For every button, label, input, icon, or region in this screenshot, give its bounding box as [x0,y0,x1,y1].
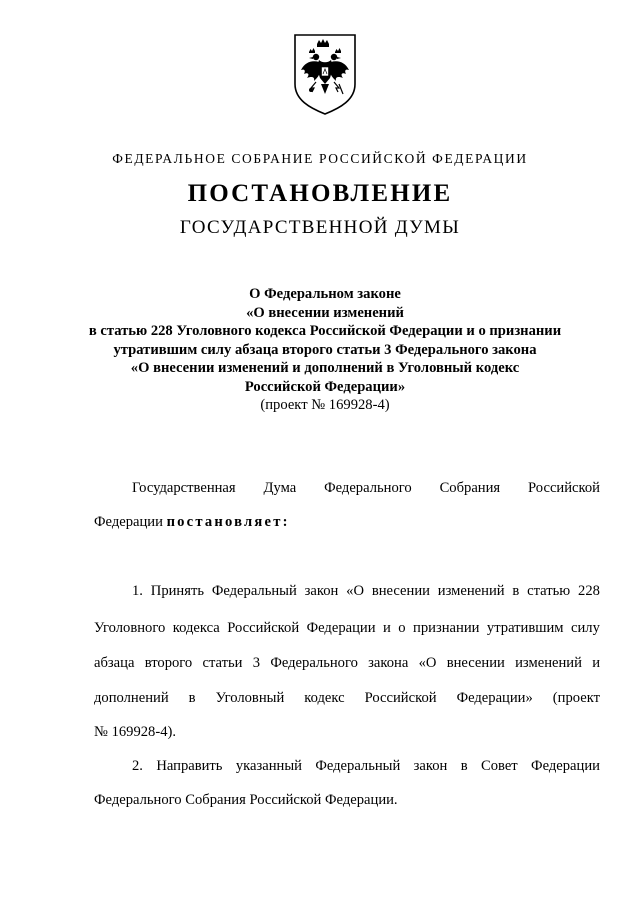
body-word: закона [368,655,409,671]
resolves-word: постановляет: [166,514,290,530]
item-1-line-4 [94,690,600,707]
body-word: внесении [371,583,430,599]
body-word: «О [346,583,364,599]
body-word: внесении [446,655,505,671]
body-word: о [398,620,406,636]
subject-line: О Федеральном законе [249,286,401,302]
preamble-federation: Федерации [94,514,163,530]
item-1-line-1 [132,583,600,600]
preamble-word: Дума [263,480,297,496]
body-word: Принять [150,583,204,599]
preamble-word: Государственная [132,480,236,496]
subject-line: «О внесении изменений [246,304,404,321]
preamble-word: Российской [528,480,600,496]
body-word: абзаца [94,655,135,671]
body-word: статью [527,583,571,599]
preamble-line-1 [132,480,600,497]
preamble-line-2 [94,514,600,531]
body-word: Федерации [306,620,376,636]
body-word: второго [144,655,193,671]
body-word: Уголовного [94,620,166,636]
item-2-line-1 [132,758,600,775]
body-word: кодекса [172,620,220,636]
body-word: указанный [235,758,302,774]
item-1-line-5: № 169928-4). [94,724,177,740]
body-word: Уголовный [215,690,285,706]
subject-block [80,285,570,415]
body-word: Федеральный [315,758,401,774]
subject-line: утратившим силу абзаца второго статьи 3 Федерального закона [113,341,537,358]
body-word: Совет [480,758,518,774]
body-word: Федерации» [456,690,533,706]
body-word: и [592,655,600,671]
body-word: (проект [552,690,600,706]
document-subtitle: ГОСУДАРСТВЕННОЙ ДУМЫ [179,217,461,238]
body-word: Федеральный [211,583,297,599]
item-2-line-2: Федерального Собрания Российской Федерации. [94,792,398,808]
body-word: утратившим [486,620,564,636]
body-word: закон [304,583,339,599]
assembly-name: ФЕДЕРАЛЬНОЕ СОБРАНИЕ РОССИЙСКОЙ ФЕДЕРАЦИИ [112,151,528,166]
draft-number: (проект № 169928-4) [260,397,390,413]
body-word: закон [413,758,448,774]
item-1-line-2 [94,620,600,637]
preamble-word: Федерального [324,480,412,496]
body-word: 3 [252,655,261,671]
body-word: в [460,758,468,774]
body-word: кодекс [304,690,345,706]
body-word: изменений [515,655,582,671]
subject-line: Российской Федерации» [244,378,406,395]
body-word: 228 [578,583,600,599]
russian-coat-of-arms-icon [292,32,358,116]
document-title: ПОСТАНОВЛЕНИЕ [187,180,453,207]
body-word: в [188,690,196,706]
body-word: Направить [156,758,223,774]
body-word: 1. [132,583,143,599]
body-word: Федерального [270,655,358,671]
body-word: и [383,620,391,636]
body-word: Федерации [531,758,600,774]
body-word: признании [413,620,480,636]
body-word: Российской [364,690,437,706]
body-word: статьи [202,655,243,671]
body-word: изменений [437,583,505,599]
body-word: в [512,583,520,599]
body-word: силу [571,620,600,636]
body-word: дополнений [94,690,169,706]
body-word: Российской [227,620,300,636]
body-word: «О [418,655,437,671]
preamble-word: Собрания [439,480,501,496]
item-1-line-3 [94,655,600,672]
subject-line: в статью 228 Уголовного кодекса Российской Федерации и о признании [88,323,562,339]
body-word: 2. [132,758,143,774]
subject-line: «О внесении изменений и дополнений в Уголовный кодекс [130,360,520,376]
